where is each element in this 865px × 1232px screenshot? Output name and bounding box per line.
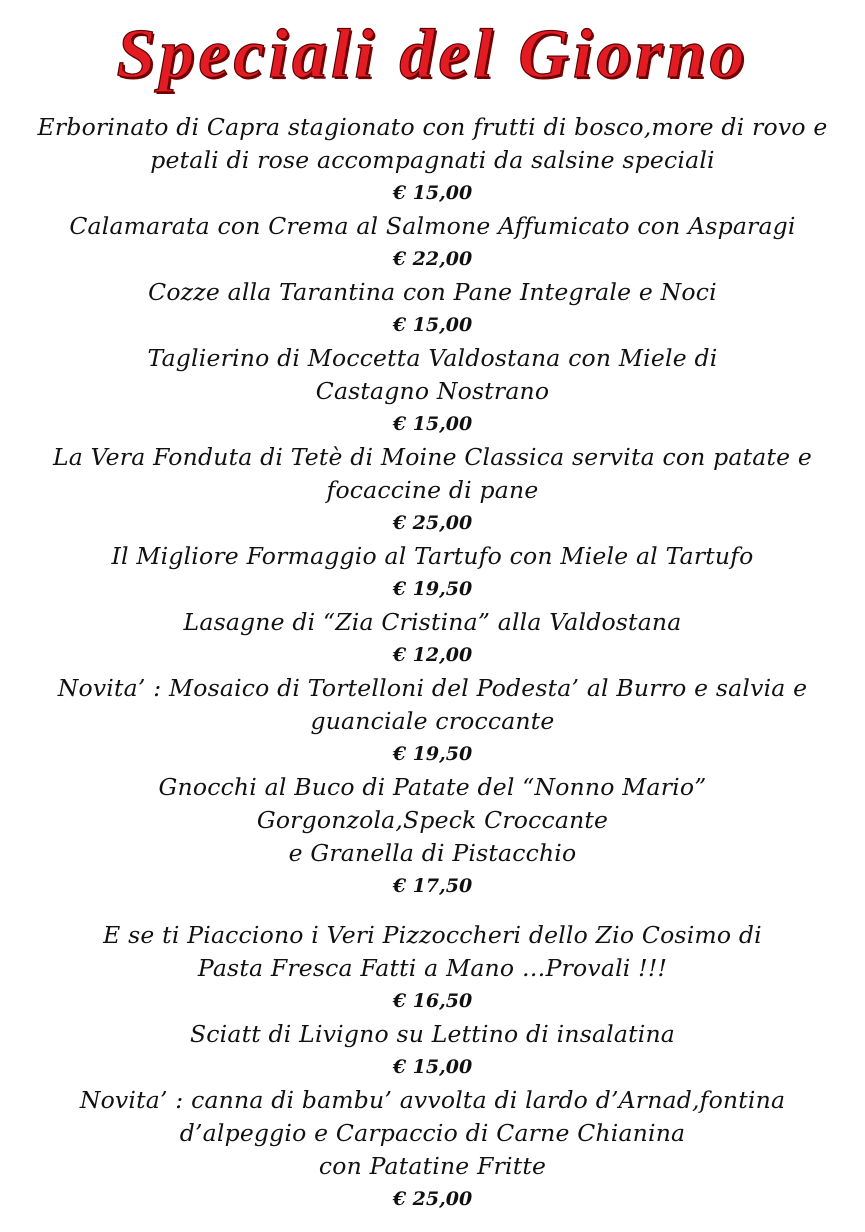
item-line: con Patatine Fritte: [318, 1152, 547, 1180]
item-line: Novita’ : canna di bambu’ avvolta di lardo d’Arnad,fontina: [79, 1086, 786, 1114]
item-price: € 12,00: [392, 644, 473, 666]
item-line: e Granella di Pistacchio: [288, 839, 577, 867]
item-line: Lasagne di “Zia Cristina” alla Valdostana: [183, 608, 682, 636]
item-price: € 19,50: [392, 578, 473, 600]
item-line: Sciatt di Livigno su Lettino di insalatina: [190, 1020, 675, 1048]
item-price: € 25,00: [392, 512, 473, 534]
item-price: € 15,00: [392, 1056, 473, 1078]
menu-item: [0, 111, 865, 210]
item-price: € 25,00: [392, 1188, 473, 1210]
menu-item: [0, 919, 865, 1018]
item-price: € 19,50: [392, 743, 473, 765]
item-line: Il Migliore Formaggio al Tartufo con Miele al Tartufo: [111, 542, 754, 570]
menu-item: [0, 540, 865, 606]
item-line: Pasta Fresca Fatti a Mano …Provali !!!: [197, 954, 668, 982]
menu-item: [0, 672, 865, 771]
item-line: Taglierino di Moccetta Valdostana con Miele di: [147, 344, 718, 372]
item-line: Calamarata con Crema al Salmone Affumicato con Asparagi: [69, 212, 796, 240]
item-line: E se ti Piacciono i Veri Pizzoccheri dello Zio Cosimo di: [103, 921, 762, 949]
item-line: Novita’ : Mosaico di Tortelloni del Podesta’ al Burro e salvia e: [57, 674, 808, 702]
item-line: Cozze alla Tarantina con Pane Integrale e Noci: [148, 278, 717, 306]
item-line: d’alpeggio e Carpaccio di Carne Chianina: [179, 1119, 686, 1147]
item-price: € 17,50: [392, 875, 473, 897]
item-line: Gorgonzola,Speck Croccante: [256, 806, 609, 834]
item-line: La Vera Fonduta di Tetè di Moine Classica servita con patate e: [52, 443, 813, 471]
item-price: € 15,00: [392, 413, 473, 435]
item-price: € 22,00: [392, 248, 473, 270]
item-line: guanciale croccante: [310, 707, 555, 735]
menu-item: [0, 342, 865, 441]
item-line: Castagno Nostrano: [315, 377, 550, 405]
menu-item: [0, 606, 865, 672]
menu-item: [0, 1084, 865, 1216]
menu-item: [0, 276, 865, 342]
item-line: Gnocchi al Buco di Patate del “Nonno Mario”: [158, 773, 707, 801]
item-line: petali di rose accompagnati da salsine speciali: [150, 146, 715, 174]
menu-item: [0, 441, 865, 540]
page-title: Speciali del Giorno: [116, 16, 749, 93]
item-price: € 15,00: [392, 182, 473, 204]
menu-item: [0, 771, 865, 903]
item-price: € 16,50: [392, 990, 473, 1012]
item-line: focaccine di pane: [326, 476, 539, 504]
menu-item: [0, 210, 865, 276]
item-price: € 15,00: [392, 314, 473, 336]
item-line: Erborinato di Capra stagionato con frutti di bosco,more di rovo e: [37, 113, 828, 141]
menu-item: [0, 1018, 865, 1084]
specials-list: [0, 111, 865, 1216]
